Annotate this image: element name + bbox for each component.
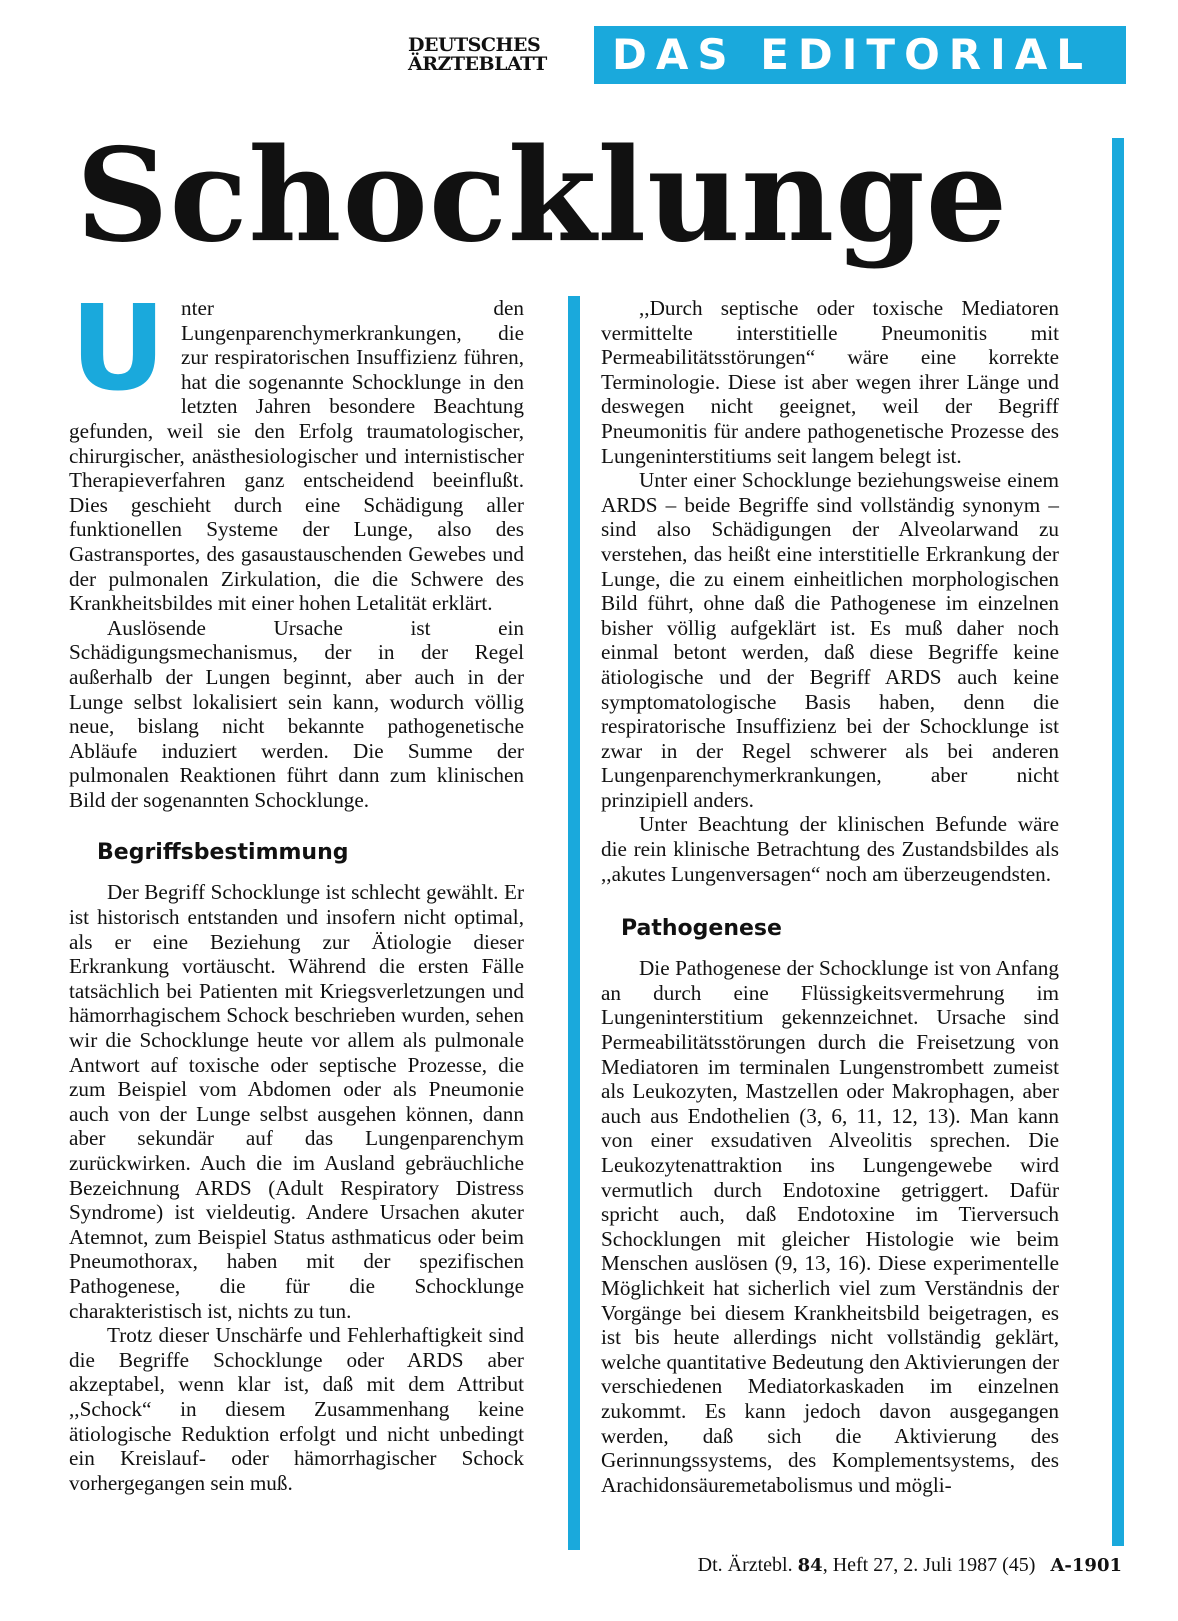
section-banner: DAS EDITORIAL <box>594 26 1126 84</box>
page-number: A-1901 <box>1050 1555 1122 1576</box>
right-column <box>601 296 1059 1497</box>
section-heading-begriffsbestimmung: Begriffsbestimmung <box>97 840 349 866</box>
intro-paragraph <box>69 279 524 616</box>
journal-masthead <box>408 36 578 74</box>
footer-journal: Dt. Ärztebl. <box>697 1554 793 1576</box>
article-headline: Schocklunge <box>76 121 1009 271</box>
drop-cap: U <box>70 279 166 417</box>
intro-paragraph-text: nter den Lungenparenchymerkrankungen, die zur respiratorischen Insuffizienz führen, hat die sogenannte Schocklunge in den letzten Jahren besondere Beachtung gefunden, weil sie den Erfolg traumatologischer, chirurgischer, anästhesiologischer und internistischer Therapieverfahren ganz entscheidend beeinflußt. Dies geschieht durch eine Schädigung aller funktionellen Systeme der Lunge, also des Gastransportes, des gasaustauschenden Gewebes und der pulmonalen Zirkulation, die die Schwere des Krankheitsbildes mit einer hohen Letalität erklärt. <box>69 296 524 616</box>
body-paragraph: Auslösende Ursache ist ein Schädigungsmechanismus, der in der Regel außerhalb der Lungen beginnt, aber auch in der Lunge selbst lokalisiert sein kann, wodurch völlig neue, bislang nicht bekannte pathogenetische Abläufe induziert werden. Die Summe der pulmonalen Reaktionen führt dann zum klinischen Bild der sogenannten Schocklunge. <box>69 615 524 812</box>
left-column <box>69 279 524 1495</box>
footer-issue: , Heft 27, 2. Juli 1987 (45) <box>822 1554 1036 1576</box>
column-divider-rule <box>568 296 580 1550</box>
masthead-line-1: DEUTSCHES <box>408 34 541 56</box>
body-paragraph: Der Begriff Schocklunge ist schlecht gewählt. Er ist historisch entstanden und insofern nicht optimal, als er eine Beziehung zur Ätiologie dieser Erkrankung vortäuscht. Während die ersten Fälle tatsächlich bei Patienten mit Kriegsverletzungen und hämorrhagischem Schock beschrieben wurden, sehen wir die Schocklunge heute vor allem als pulmonale Antwort auf toxische oder septische Prozesse, die zum Beispiel vom Abdomen oder als Pneumonie auch von der Lunge selbst ausgehen können, dann aber sekundär auf das Lungenparenchym zurückwirken. Auch die im Ausland gebräuchliche Bezeichnung ARDS (Adult Respiratory Distress Syndrome) ist vieldeutig. Andere Ursachen akuter Atemnot, zum Beispiel Status asthmaticus oder beim Pneumothorax, haben mit der spezifischen Pathogenese, die für die Schocklunge charakteristisch ist, nichts zu tun. <box>69 880 524 1323</box>
right-accent-rule <box>1112 138 1124 1546</box>
masthead-line-2: ÄRZTEBLATT <box>408 53 547 75</box>
body-paragraph: Unter einer Schocklunge beziehungsweise einem ARDS – beide Begriffe sind vollständig synonym – sind also Schädigungen der Alveolarwand zu verstehen, das heißt eine interstitielle Erkrankung der Lunge, die zu einem einheitlichen morphologischen Bild führt, ohne daß die Pathogenese im einzelnen bisher völlig aufgeklärt ist. Es muß daher noch einmal betont werden, daß diese Begriffe keine ätiologische und der Begriff ARDS auch keine symptomatologische Basis haben, denn die respiratorische Insuffizienz bei der Schocklunge ist zwar in der Regel schwerer als bei anderen Lungenparenchymerkrankungen, aber nicht prinzipiell anders. <box>601 468 1059 812</box>
footer-volume: 84 <box>797 1555 823 1576</box>
body-paragraph: Unter Beachtung der klinischen Befunde wäre die rein klinische Betrachtung des Zustandsbildes als ,,akutes Lungenversagen“ noch am überzeugendsten. <box>601 812 1059 886</box>
body-paragraph: ,,Durch septische oder toxische Mediatoren vermittelte interstitielle Pneumonitis mit Permeabilitätsstörungen“ wäre eine korrekte Terminologie. Diese ist aber wegen ihrer Länge und deswegen nicht geeignet, weil der Begriff Pneumonitis für andere pathogenetische Prozesse des Lungeninterstitiums seit langem belegt ist. <box>601 296 1059 468</box>
body-paragraph: Die Pathogenese der Schocklunge ist von Anfang an durch eine Flüssigkeitsvermehrung im Lungeninterstitium gekennzeichnet. Ursache sind Permeabilitätsstörungen durch die Freisetzung von Mediatoren im terminalen Lungenstrombett zumeist als Leukozyten, Mastzellen oder Makrophagen, aber auch aus Endothelien (3, 6, 11, 12, 13). Man kann von einer exsudativen Alveolitis sprechen. Die Leukozytenattraktion ins Lungengewebe wird vermutlich durch Endotoxine getriggert. Dafür spricht auch, daß Endotoxine im Tierversuch Schocklungen mit gleicher Histologie wie beim Menschen auslösen (9, 13, 16). Diese experimentelle Möglichkeit hat sicherlich viel zum Verständnis der Vorgänge bei diesem Krankheitsbild beigetragen, es ist bis heute allerdings nicht vollständig geklärt, welche quantitative Bedeutung den Aktivierungen der verschiedenen Mediatorkaskaden im einzelnen zukommt. Es kann jedoch davon ausgegangen werden, daß sich die Aktivierung des Gerinnungssystems, des Komplementsystems, des Arachidonsäuremetabolismus und mögli- <box>601 956 1059 1497</box>
section-heading-pathogenese: Pathogenese <box>621 916 782 942</box>
page-footer <box>642 1553 1122 1578</box>
body-paragraph: Trotz dieser Unschärfe und Fehlerhaftigkeit sind die Begriffe Schocklunge oder ARDS aber akzeptabel, wenn klar ist, daß mit dem Attribut ,,Schock“ in diesem Zusammenhang keine ätiologische Reduktion erfolgt und nicht unbedingt ein Kreislauf- oder hämorrhagischer Schock vorhergegangen sein muß. <box>69 1323 524 1495</box>
